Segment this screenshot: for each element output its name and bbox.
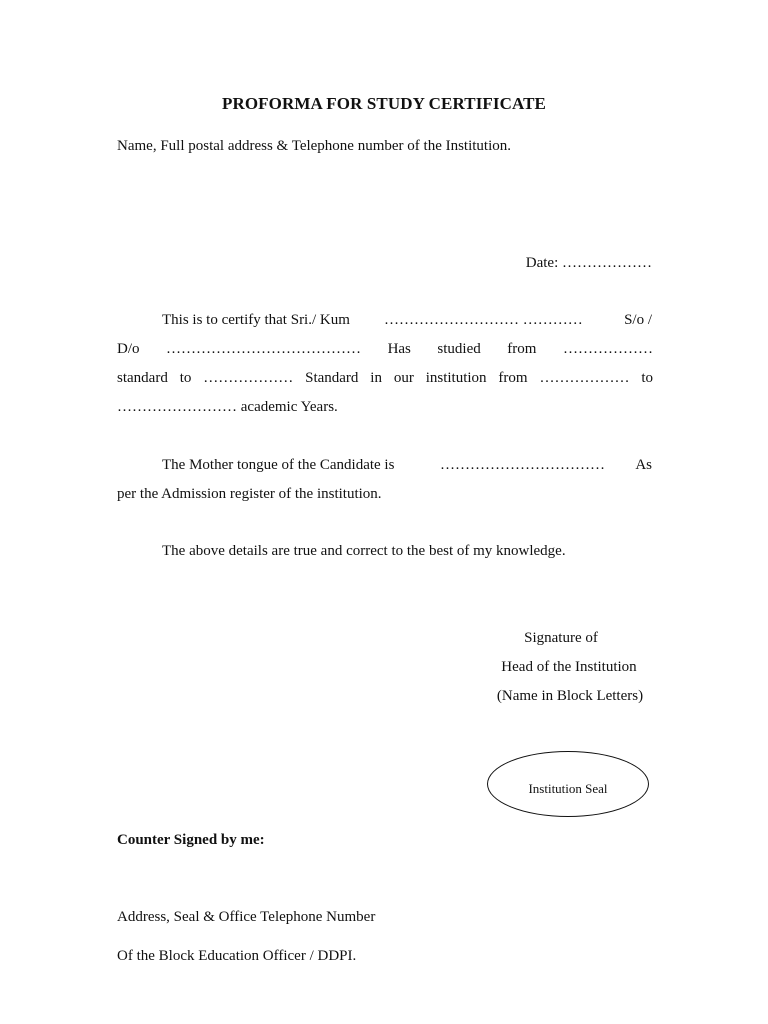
- do-label: D/o: [117, 341, 140, 357]
- institution-seal-placeholder: [487, 751, 649, 817]
- to-word: to: [641, 370, 654, 386]
- certify-line-3: [117, 370, 653, 387]
- studied-word: studied: [437, 341, 481, 357]
- page-title: PROFORMA FOR STUDY CERTIFICATE: [222, 94, 546, 113]
- date-field: Date: ………………: [525, 255, 652, 271]
- admission-register-line: per the Admission register of the institution.: [117, 486, 382, 502]
- as-word: As: [635, 457, 652, 473]
- mother-tongue-label: The Mother tongue of the Candidate is: [162, 457, 395, 473]
- certify-intro: This is to certify that Sri./ Kum: [162, 312, 350, 328]
- beo-address-label: Address, Seal & Office Telephone Number: [117, 909, 376, 925]
- has-word: Has: [387, 341, 411, 357]
- to-standard-text: ……………… Standard in our institution from: [203, 370, 528, 386]
- counter-signed-heading: Counter Signed by me:: [117, 832, 265, 848]
- beo-office-label: Of the Block Education Officer / DDPI.: [117, 948, 357, 964]
- parent-name-blank: …………………………………: [166, 341, 362, 357]
- declaration-text: The above details are true and correct to the best of my knowledge.: [162, 543, 566, 559]
- from-word: from: [507, 341, 537, 357]
- from-year-blank: ………………: [539, 370, 630, 386]
- seal-label: Institution Seal: [528, 780, 608, 796]
- signature-label: Signature of: [524, 630, 598, 646]
- block-letters-label: (Name in Block Letters): [496, 688, 644, 704]
- institution-details-label: Name, Full postal address & Telephone number of the Institution.: [117, 138, 512, 154]
- so-label: S/o /: [624, 312, 652, 328]
- academic-years-line: …………………… academic Years.: [117, 399, 338, 415]
- standard-to-label: standard to: [117, 370, 192, 386]
- certify-line-2: [117, 341, 653, 358]
- mother-tongue-blank: ……………………………: [440, 457, 605, 473]
- from-standard-blank: ………………: [563, 341, 653, 357]
- head-of-institution-label: Head of the Institution: [501, 659, 637, 675]
- name-blank: ……………………… …………: [384, 312, 583, 328]
